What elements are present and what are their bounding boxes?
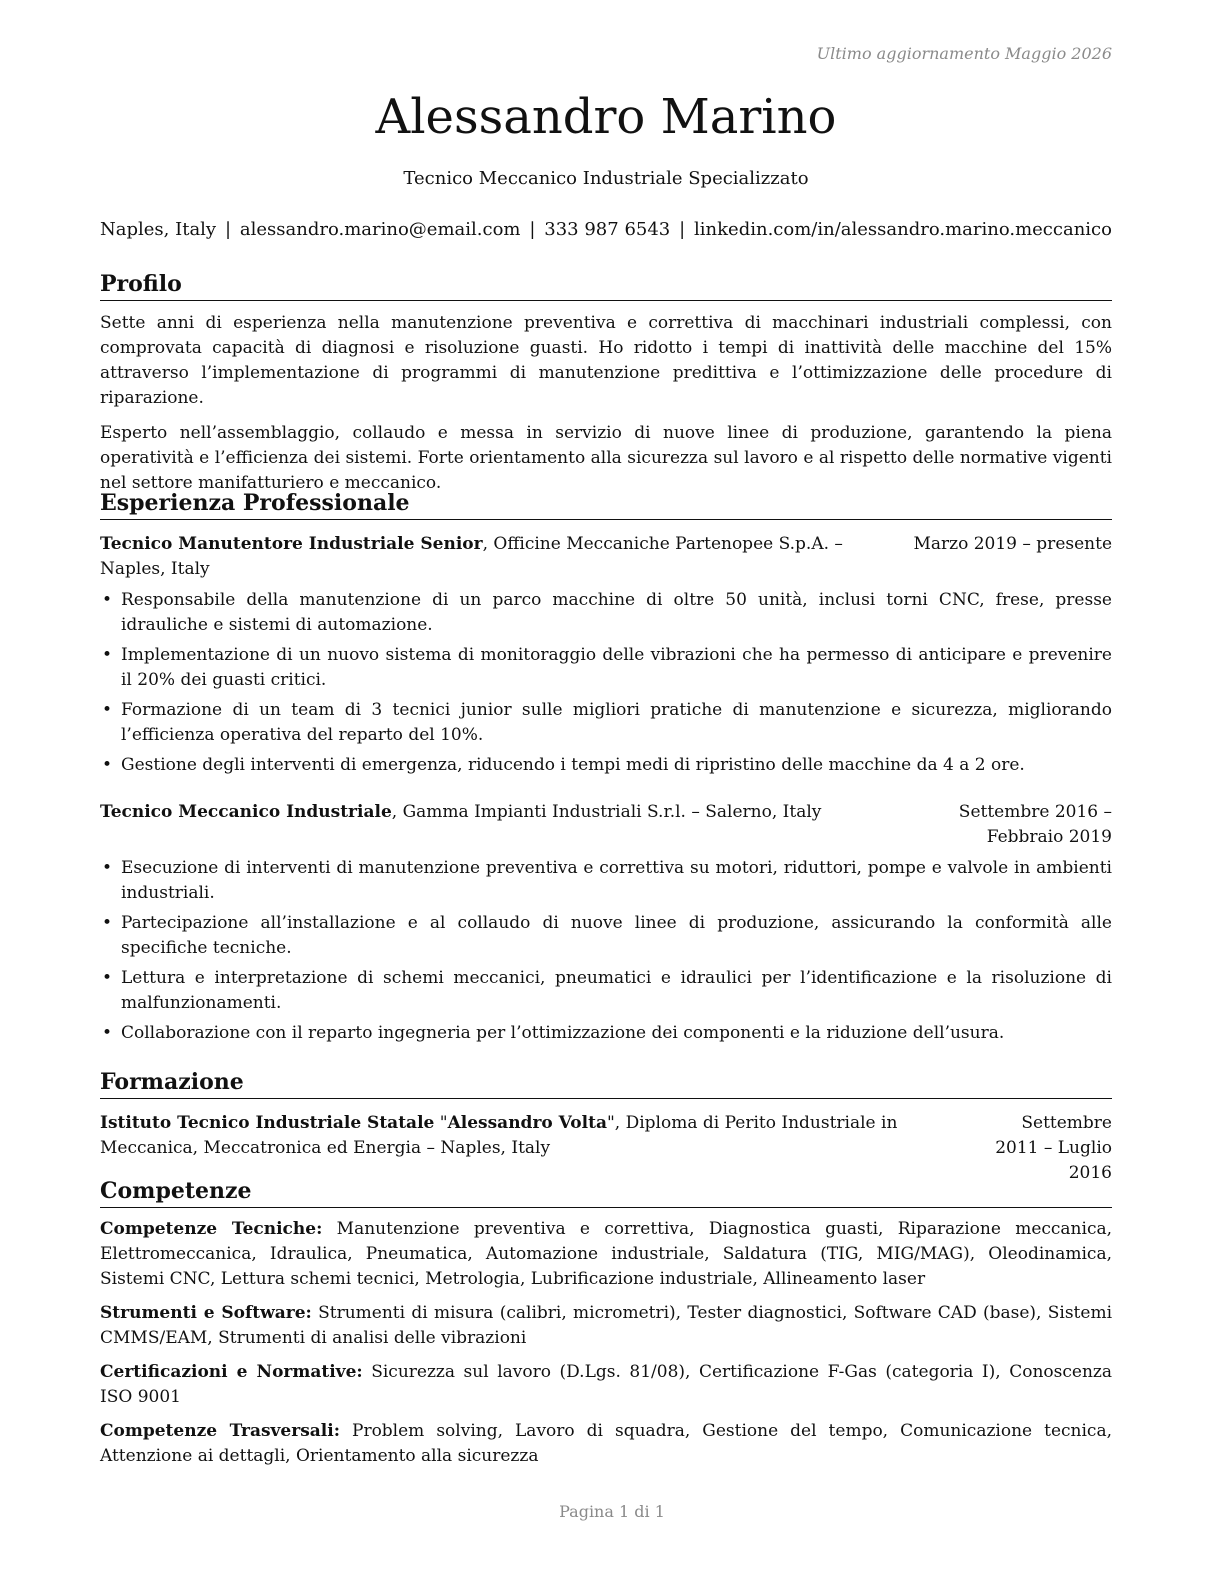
bullet-icon: • [102, 968, 113, 988]
bullet-icon: • [102, 645, 113, 665]
bullet-icon: • [102, 700, 113, 720]
quote-open: " [434, 1113, 448, 1133]
list-item [100, 698, 1112, 748]
job-dates: Settembre 2016 – Febbraio 2019 [958, 802, 1112, 847]
skill-group [100, 1217, 1112, 1292]
job-bullets [100, 588, 1112, 778]
bullet-icon: • [102, 755, 113, 775]
skill-text: Strumenti di misura (calibri, micrometri), Tester diagnostici, Software CAD (base), Sistemi CMMS/EAM, Strumenti di analisi delle vibrazioni [100, 1303, 1113, 1348]
contact-separator: | [679, 219, 686, 240]
skill-label: Competenze Tecniche: [100, 1219, 323, 1239]
profile-paragraph: Sette anni di esperienza nella manutenzione preventiva e correttiva di macchinari industriali complessi, con comprovata capacità di diagnosi e risoluzione guasti. Ho ridotto i tempi di inattività delle macchine del 15% attraverso l’implementazione di programmi di manutenzione predittiva e l’ottimizzazione delle procedure di riparazione. [100, 313, 1112, 408]
section-title-experience: Esperienza Professionale [100, 489, 1112, 520]
contact-separator: | [224, 219, 232, 240]
skills-section [100, 1177, 1112, 1469]
contact-linkedin[interactable]: linkedin.com/in/alessandro.marino.meccanico [694, 219, 1112, 240]
education-section [100, 1068, 1112, 1186]
job-company: , Gamma Impianti Industriali S.r.l. – Salerno, Italy [391, 802, 822, 822]
job-header [100, 800, 1112, 850]
job-role-company [100, 800, 900, 850]
skill-group [100, 1419, 1112, 1469]
contact-separator: | [529, 219, 536, 240]
bullet-icon: • [102, 1023, 113, 1043]
skill-group [100, 1301, 1112, 1351]
skill-label: Certificazioni e Normative: [100, 1362, 363, 1382]
skill-group [100, 1360, 1112, 1410]
bullet-text: Implementazione di un nuovo sistema di monitoraggio delle vibrazioni che ha permesso di anticipare e prevenire il 20% dei guasti critici. [121, 645, 1112, 690]
job-bullets [100, 856, 1112, 1046]
contact-location: Naples, Italy [100, 219, 217, 240]
job-company: , Officine Meccaniche Partenopee S.p.A. – Naples, Italy [100, 534, 843, 579]
education-school [100, 1111, 980, 1186]
bullet-text: Collaborazione con il reparto ingegneria per l’ottimizzazione dei componenti e la riduzione dell’usura. [121, 1023, 1005, 1043]
bullet-text: Esecuzione di interventi di manutenzione preventiva e correttiva su motori, riduttori, pompe e valvole in ambienti industriali. [121, 858, 1112, 903]
bullet-icon: • [102, 590, 113, 610]
education-entry [100, 1111, 1112, 1186]
contact-line [100, 219, 1112, 240]
contact-phone: 333 987 6543 [544, 219, 671, 240]
candidate-name: Alessandro Marino [375, 89, 837, 145]
bullet-text: Formazione di un team di 3 tecnici junior sulle migliori pratiche di manutenzione e sicurezza, migliorando l’efficienza operativa del reparto del 10%. [121, 700, 1112, 745]
list-item [100, 643, 1112, 693]
job-dates: Marzo 2019 – presente [913, 534, 1112, 554]
bullet-text: Lettura e interpretazione di schemi meccanici, pneumatici e idraulici per l’identificazione e la risoluzione di malfunzionamenti. [121, 968, 1112, 1013]
education-details: , Diploma di Perito Industriale in Meccanica, Meccatronica ed Energia – Naples, Italy [100, 1113, 898, 1158]
skill-text: Sicurezza sul lavoro (D.Lgs. 81/08), Certificazione F-Gas (categoria I), Conoscenza ISO 9001 [100, 1362, 1112, 1407]
bullet-icon: • [102, 858, 113, 878]
job-role: Tecnico Meccanico Industriale [100, 802, 392, 822]
skill-label: Competenze Trasversali: [100, 1421, 340, 1441]
job-header [100, 532, 1112, 582]
profile-section [100, 270, 1112, 496]
bullet-icon: • [102, 913, 113, 933]
last-updated: Ultimo aggiornamento Maggio 2026 [816, 44, 1112, 63]
bullet-text: Gestione degli interventi di emergenza, riducendo i tempi medi di ripristino delle macchine da 4 a 2 ore. [121, 755, 1025, 775]
job-title: Tecnico Meccanico Industriale Specializzato [403, 168, 809, 189]
quote-close: " [606, 1113, 615, 1133]
bullet-text: Partecipazione all’installazione e al collaudo di nuove linee di produzione, assicurando la conformità alle specifiche tecniche. [121, 913, 1112, 958]
list-item [100, 856, 1112, 906]
contact-email[interactable]: alessandro.marino@email.com [239, 219, 521, 240]
job-role: Tecnico Manutentore Industriale Senior [100, 534, 483, 554]
school-namesake: Alessandro Volta [447, 1113, 607, 1133]
list-item [100, 588, 1112, 638]
skill-label: Strumenti e Software: [100, 1303, 312, 1323]
page-number: Pagina 1 di 1 [559, 1502, 665, 1521]
list-item [100, 966, 1112, 1016]
experience-section [100, 489, 1112, 1051]
school-name: Istituto Tecnico Industriale Statale [100, 1113, 435, 1133]
bullet-text: Responsabile della manutenzione di un parco macchine di oltre 50 unità, inclusi torni CNC, frese, presse idrauliche e sistemi di automazione. [121, 590, 1112, 635]
education-dates: Settembre 2011 – Luglio 2016 [995, 1113, 1112, 1183]
skill-text: Manutenzione preventiva e correttiva, Diagnostica guasti, Riparazione meccanica, Elettromeccanica, Idraulica, Pneumatica, Automazione industriale, Saldatura (TIG, MIG/MAG), Oleodinamica, Sistemi CNC, Lettura schemi tecnici, Metrologia, Lubrificazione industriale, Allineamento laser [100, 1219, 1113, 1289]
list-item [100, 1021, 1112, 1046]
list-item [100, 911, 1112, 961]
list-item [100, 753, 1112, 778]
section-title-skills: Competenze [100, 1177, 1112, 1208]
section-title-education: Formazione [100, 1068, 1112, 1099]
skill-text: Problem solving, Lavoro di squadra, Gestione del tempo, Comunicazione tecnica, Attenzione ai dettagli, Orientamento alla sicurezza [100, 1421, 1112, 1466]
profile-paragraph: Esperto nell’assemblaggio, collaudo e messa in servizio di nuove linee di produzione, garantendo la piena operatività e l’efficienza dei sistemi. Forte orientamento alla sicurezza sul lavoro e al rispetto delle normative vigenti nel settore manifatturiero e meccanico. [100, 423, 1112, 493]
job-role-company [100, 532, 900, 582]
section-title-profile: Profilo [100, 270, 1112, 301]
